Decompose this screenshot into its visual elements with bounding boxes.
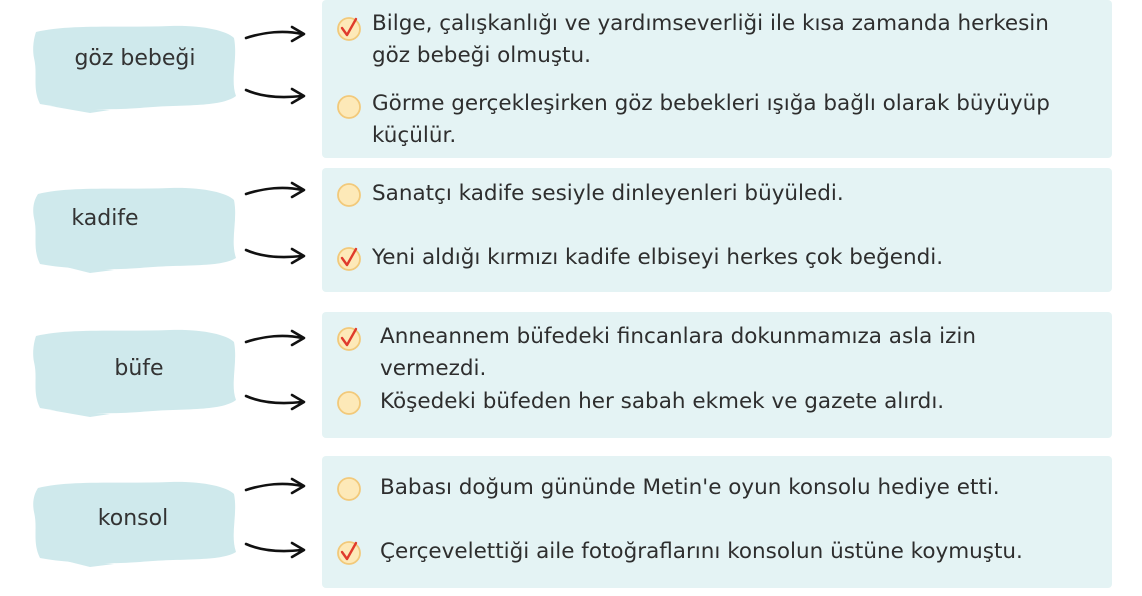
- arrow-icon: [244, 24, 308, 46]
- word-label: büfe: [114, 356, 164, 381]
- word-group-konsol: [0, 456, 1142, 592]
- sentence-line: Sanatçı kadife sesiyle dinleyenleri büyüledi.: [372, 181, 844, 206]
- empty-option-circle-icon[interactable]: [336, 476, 362, 502]
- options-panel: [322, 168, 1112, 292]
- checked-option-icon[interactable]: [336, 540, 362, 566]
- brush-label: [30, 322, 240, 418]
- word-group-kadife: [0, 164, 1142, 294]
- sentence-line: Görme gerçekleşirken göz bebekleri ışığa bağlı olarak büyüyüp: [372, 91, 1050, 116]
- checked-option-icon[interactable]: [336, 326, 362, 352]
- checked-option-icon[interactable]: [336, 246, 362, 272]
- empty-option-circle-icon[interactable]: [336, 94, 362, 120]
- options-panel: [322, 0, 1112, 158]
- sentence-line: Çerçevelettiği aile fotoğraflarını konsolun üstüne koymuştu.: [380, 539, 1023, 564]
- sentence-line: Anneannem büfedeki fincanlara dokunmamıza asla izin: [380, 324, 977, 349]
- word-group-bufe: [0, 308, 1142, 442]
- option-sentence: [372, 242, 1112, 274]
- arrow-icon: [244, 476, 308, 498]
- arrow-icon: [244, 84, 308, 106]
- options-panel: [322, 456, 1112, 588]
- arrow-icon: [244, 328, 308, 350]
- option-sentence: [372, 8, 1112, 72]
- arrow-icon: [244, 538, 308, 560]
- option-sentence: [380, 472, 1120, 504]
- word-group-goz-bebegi: [0, 0, 1142, 160]
- sentence-line: Köşedeki büfeden her sabah ekmek ve gazete alırdı.: [380, 389, 945, 414]
- arrow-icon: [244, 244, 308, 266]
- option-sentence: [372, 88, 1112, 152]
- word-label: konsol: [97, 506, 169, 531]
- sentence-line: vermezdi.: [380, 356, 487, 381]
- option-sentence: [380, 536, 1120, 568]
- option-sentence: [380, 386, 1120, 418]
- word-label: göz bebeği: [74, 46, 196, 71]
- brush-label: [30, 472, 240, 568]
- checked-option-icon[interactable]: [336, 16, 362, 42]
- sentence-line: Bilge, çalışkanlığı ve yardımseverliği ile kısa zamanda herkesin: [372, 11, 1049, 36]
- brush-label: [30, 18, 240, 114]
- empty-option-circle-icon[interactable]: [336, 182, 362, 208]
- arrow-icon: [244, 180, 308, 202]
- options-panel: [322, 312, 1112, 438]
- brush-label: [30, 178, 240, 274]
- sentence-line: göz bebeği olmuştu.: [372, 43, 591, 68]
- sentence-line: Yeni aldığı kırmızı kadife elbiseyi herkes çok beğendi.: [372, 245, 944, 270]
- arrow-icon: [244, 390, 308, 412]
- sentence-line: küçülür.: [372, 123, 457, 148]
- word-label: kadife: [71, 206, 139, 231]
- option-sentence: [372, 178, 1112, 210]
- option-sentence: [380, 321, 1120, 385]
- sentence-line: Babası doğum gününde Metin'e oyun konsolu hediye etti.: [380, 475, 1000, 500]
- empty-option-circle-icon[interactable]: [336, 390, 362, 416]
